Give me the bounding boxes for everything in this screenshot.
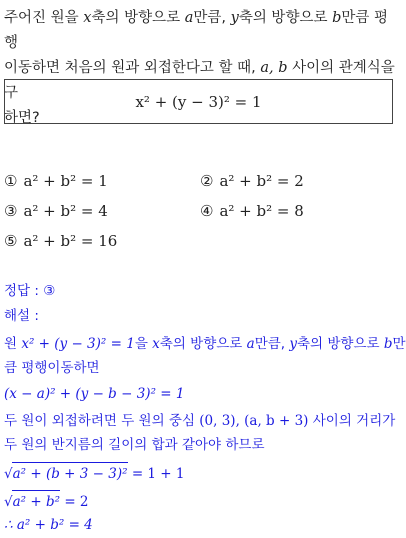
equation-box — [4, 79, 393, 124]
sqrt-radicand-2: a² + b² — [12, 490, 60, 513]
solution-line-1: 원 x² + (y − 3)² = 1을 x축의 방향으로 a만큼, y축의 방향으로 b만 — [4, 336, 406, 352]
option-4[interactable]: ④ a² + b² = 8 — [200, 202, 304, 220]
question-line-2: 이동하면 처음의 원과 외접한다고 할 때, a, b 사이의 관계식을 구 — [4, 60, 395, 101]
box-equation: x² + (y − 3)² = 1 — [135, 92, 262, 111]
solution-line-2: 큼 평행이동하면 — [4, 360, 100, 376]
sqrt-radicand-1: a² + (b + 3 − 3)² — [12, 462, 128, 485]
solution-heading: 해설 : — [4, 308, 39, 324]
solution-line-7: √a² + b² = 2 — [4, 490, 398, 513]
option-1[interactable]: ① a² + b² = 1 — [4, 172, 108, 190]
solution-line-6: √a² + (b + 3 − 3)² = 1 + 1 — [4, 462, 398, 485]
question-line-3: 하면? — [4, 110, 40, 126]
option-5[interactable]: ⑤ a² + b² = 16 — [4, 232, 118, 250]
option-2[interactable]: ② a² + b² = 2 — [200, 172, 304, 190]
solution-line-3: (x − a)² + (y − b − 3)² = 1 — [4, 386, 185, 402]
solution-line-5: 두 원의 반지름의 길이의 합과 같아야 하므로 — [4, 437, 265, 453]
solution-line-4: 두 원이 외접하려면 두 원의 중심 (0, 3), (a, b + 3) 사이의 거리가 — [4, 413, 396, 429]
question-line-1: 주어진 원을 x축의 방향으로 a만큼, y축의 방향으로 b만큼 평행 — [4, 10, 389, 51]
solution-line-8: ∴ a² + b² = 4 — [4, 517, 93, 533]
answer-line: 정답 : ③ — [4, 283, 56, 299]
option-3[interactable]: ③ a² + b² = 4 — [4, 202, 108, 220]
